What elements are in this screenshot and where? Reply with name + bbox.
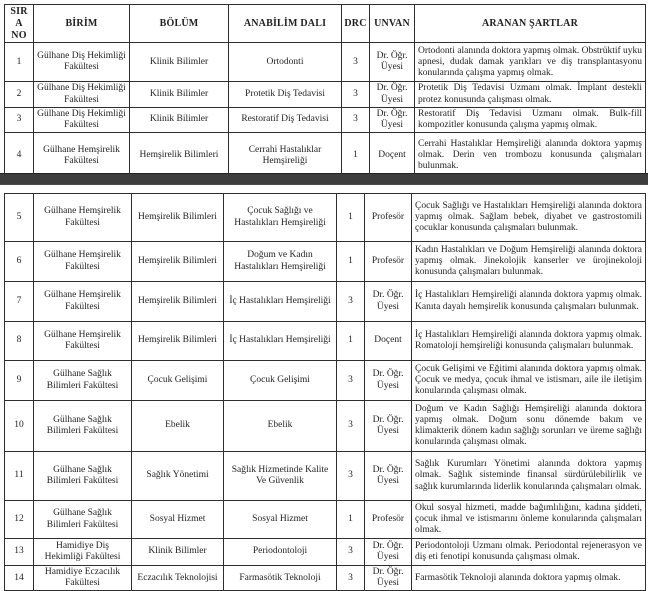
cell-bolum: Hemşirelik Bilimleri [132, 282, 224, 322]
table-row [5, 194, 646, 242]
cell-bolum: Klinik Bilimler [132, 539, 224, 566]
table-row [5, 133, 646, 179]
cell-drc: 3 [342, 107, 370, 132]
cell-no: 1 [5, 43, 34, 82]
table-row [5, 43, 646, 82]
cell-sartlar: Okul sosyal hizmeti, madde bağımlılığını, kadına şiddeti, çocuk ihmal ve istismarını önleme konularında çalışmaları olmak. [412, 501, 646, 539]
cell-birim: Gülhane Diş Hekimliği Fakültesi [34, 107, 130, 132]
section-separator-bar [0, 173, 648, 185]
cell-no: 13 [5, 539, 34, 566]
cell-bolum: Sağlık Yönetimi [132, 452, 224, 501]
cell-bolum: Eczacılık Teknolojisi [132, 566, 224, 591]
col-header-sartlar: ARANAN ŞARTLAR [415, 5, 646, 43]
cell-sartlar: Protetik Diş Tedavisi Uzmanı olmak. İmplant destekli protez konusunda çalışması olmak. [415, 82, 646, 107]
cell-birim: Hamidiye Diş Hekimliği Fakültesi [34, 539, 132, 566]
col-header-drc: DRC [342, 5, 370, 43]
cell-bolum: Çocuk Gelişimi [132, 361, 224, 401]
cell-drc: 1 [337, 194, 365, 242]
cell-bolum: Hemşirelik Bilimleri [132, 242, 224, 282]
col-header-birim: BİRİM [34, 5, 130, 43]
cell-bolum: Klinik Bilimler [130, 107, 229, 132]
table-row [5, 401, 646, 452]
cell-anabilim: Doğum ve Kadın Hastalıkları Hemşireliği [224, 242, 337, 282]
cell-drc: 3 [337, 539, 365, 566]
cell-unvan: Dr. Öğr. Üyesi [365, 401, 412, 452]
cell-anabilim: Ebelik [224, 401, 337, 452]
cell-no: 5 [5, 194, 34, 242]
cell-drc: 3 [337, 452, 365, 501]
cell-drc: 1 [342, 133, 370, 179]
cell-sartlar: Restoratif Diş Tedavisi Uzmanı olmak. Bulk-fill kompozitler konusunda çalışma yapmış olmak. [415, 107, 646, 132]
cell-unvan: Doçent [365, 322, 412, 361]
cell-birim: Gülhane Hemşirelik Fakültesi [34, 194, 132, 242]
cell-anabilim: Çocuk Gelişimi [224, 361, 337, 401]
cell-unvan: Dr. Öğr. Üyesi [365, 539, 412, 566]
table-row [5, 566, 646, 591]
cell-anabilim: Ortodonti [229, 43, 342, 82]
cell-bolum: Klinik Bilimler [130, 82, 229, 107]
cell-unvan: Profesör [365, 242, 412, 282]
cell-sartlar: İç Hastalıkları Hemşireliği alanında doktora yapmış olmak. Romatoloji hemşireliği konusunda çalışmaları bulunmak. [412, 322, 646, 361]
cell-drc: 1 [337, 322, 365, 361]
cell-anabilim: Sağlık Hizmetinde Kalite Ve Güvenlik [224, 452, 337, 501]
cell-drc: 3 [342, 43, 370, 82]
cell-sartlar: Çocuk Sağlığı ve Hastalıkları Hemşireliği alanında doktora yapmış olmak. Sağlam bebek, diyabet ve gastrostomili çocuklar konusunda çalışmaları bulunmak. [412, 194, 646, 242]
cell-anabilim: Periodontoloji [224, 539, 337, 566]
cell-birim: Gülhane Diş Hekimliği Fakültesi [34, 82, 130, 107]
table-row [5, 452, 646, 501]
cell-bolum: Hemşirelik Bilimleri [132, 194, 224, 242]
table-row [5, 107, 646, 132]
positions-table-bottom [4, 193, 646, 591]
cell-sartlar: Farmasötik Teknoloji alanında doktora yapmış olmak. [412, 566, 646, 591]
table-row [5, 501, 646, 539]
cell-birim: Gülhane Sağlık Bilimleri Fakültesi [34, 361, 132, 401]
cell-bolum: Ebelik [132, 401, 224, 452]
cell-unvan: Dr. Öğr. Üyesi [365, 361, 412, 401]
cell-unvan: Doçent [370, 133, 415, 179]
positions-table-top [4, 4, 646, 179]
cell-no: 8 [5, 322, 34, 361]
cell-sartlar: Doğum ve Kadın Sağlığı Hemşireliği alanında doktora yapmış olmak. Doğum sonu dönemde bakım ve klimakterik dönem kadın sağlığı sorunları ve üreme sağlığı konularında çalışması olmak. [412, 401, 646, 452]
table-row [5, 282, 646, 322]
cell-bolum: Hemşirelik Bilimleri [132, 322, 224, 361]
cell-drc: 3 [337, 566, 365, 591]
cell-birim: Gülhane Sağlık Bilimleri Fakültesi [34, 501, 132, 539]
table-row [5, 242, 646, 282]
cell-anabilim: Çocuk Sağlığı ve Hastalıkları Hemşireliği [224, 194, 337, 242]
table-row [5, 539, 646, 566]
cell-sartlar: Kadın Hastalıkları ve Doğum Hemşireliği alanında doktora yapmış olmak. Jinekolojik kanserler ve ürojinekoloji konusunda çalışmaları bulunmak. [412, 242, 646, 282]
cell-bolum: Hemşirelik Bilimleri [130, 133, 229, 179]
cell-no: 2 [5, 82, 34, 107]
cell-unvan: Profesör [365, 501, 412, 539]
cell-bolum: Klinik Bilimler [130, 43, 229, 82]
cell-birim: Gülhane Diş Hekimliği Fakültesi [34, 43, 130, 82]
cell-anabilim: Restoratif Diş Tedavisi [229, 107, 342, 132]
cell-drc: 1 [337, 501, 365, 539]
cell-no: 4 [5, 133, 34, 179]
table-row [5, 322, 646, 361]
cell-anabilim: Farmasötik Teknoloji [224, 566, 337, 591]
cell-anabilim: İç Hastalıkları Hemşireliği [224, 282, 337, 322]
cell-sartlar: Periodontoloji Uzmanı olmak. Periodontal rejenerasyon ve diş eti fenotipi konusunda çalışması olmak. [412, 539, 646, 566]
cell-birim: Gülhane Sağlık Bilimleri Fakültesi [34, 452, 132, 501]
cell-sartlar: Çocuk Gelişimi ve Eğitimi alanında doktora yapmış olmak. Çocuk ve medya, çocuk ihmal ve istismarı, aile ile iletişim konularında çalışması olmak. [412, 361, 646, 401]
cell-no: 14 [5, 566, 34, 591]
cell-sartlar: İç Hastalıkları Hemşireliği alanında doktora yapmış olmak. Kanıta dayalı hemşirelik konusunda çalışmaları bulunmak. [412, 282, 646, 322]
col-header-anabilim: ANABİLİM DALI [229, 5, 342, 43]
cell-sartlar: Cerrahi Hastalıklar Hemşireliği alanında doktora yapmış olmak. Derin ven trombozu konusunda çalışmaları bulunmak. [415, 133, 646, 179]
cell-drc: 3 [342, 82, 370, 107]
cell-no: 11 [5, 452, 34, 501]
cell-sartlar: Ortodonti alanında doktora yapmış olmak. Obstrüktif uyku apnesi, dudak damak yarıkları ve diş transplantasyonu konularında çalışma yapmış olmak. [415, 43, 646, 82]
col-header-sira-no: SIRA NO [5, 5, 34, 43]
cell-unvan: Dr. Öğr. Üyesi [365, 282, 412, 322]
cell-anabilim: Protetik Diş Tedavisi [229, 82, 342, 107]
cell-unvan: Dr. Öğr. Üyesi [365, 452, 412, 501]
cell-birim: Gülhane Hemşirelik Fakültesi [34, 242, 132, 282]
cell-anabilim: İç Hastalıkları Hemşireliği [224, 322, 337, 361]
cell-anabilim: Sosyal Hizmet [224, 501, 337, 539]
cell-anabilim: Cerrahi Hastalıklar Hemşireliği [229, 133, 342, 179]
cell-no: 10 [5, 401, 34, 452]
cell-unvan: Dr. Öğr. Üyesi [370, 82, 415, 107]
table-row [5, 82, 646, 107]
col-header-unvan: UNVAN [370, 5, 415, 43]
cell-no: 7 [5, 282, 34, 322]
cell-birim: Gülhane Sağlık Bilimleri Fakültesi [34, 401, 132, 452]
cell-unvan: Dr. Öğr. Üyesi [370, 43, 415, 82]
cell-unvan: Dr. Öğr. Üyesi [365, 566, 412, 591]
cell-birim: Hamidiye Eczacılık Fakültesi [34, 566, 132, 591]
table-top-body [5, 43, 646, 179]
cell-drc: 3 [337, 282, 365, 322]
cell-unvan: Dr. Öğr. Üyesi [370, 107, 415, 132]
cell-drc: 3 [337, 401, 365, 452]
cell-unvan: Profesör [365, 194, 412, 242]
cell-drc: 3 [337, 361, 365, 401]
cell-birim: Gülhane Hemşirelik Fakültesi [34, 282, 132, 322]
cell-no: 3 [5, 107, 34, 132]
table-row [5, 361, 646, 401]
cell-drc: 1 [337, 242, 365, 282]
cell-sartlar: Sağlık Kurumları Yönetimi alanında doktora yapmış olmak. Sağlık sisteminde finansal sürdürülebilirlik ve sağlık kurumlarında liderlik konularında çalışmaları olmak. [412, 452, 646, 501]
cell-bolum: Sosyal Hizmet [132, 501, 224, 539]
cell-no: 12 [5, 501, 34, 539]
table-bottom-body [5, 194, 646, 591]
cell-no: 6 [5, 242, 34, 282]
cell-birim: Gülhane Hemşirelik Fakültesi [34, 133, 130, 179]
cell-birim: Gülhane Hemşirelik Fakültesi [34, 322, 132, 361]
header-row [5, 5, 646, 43]
col-header-bolum: BÖLÜM [130, 5, 229, 43]
cell-no: 9 [5, 361, 34, 401]
